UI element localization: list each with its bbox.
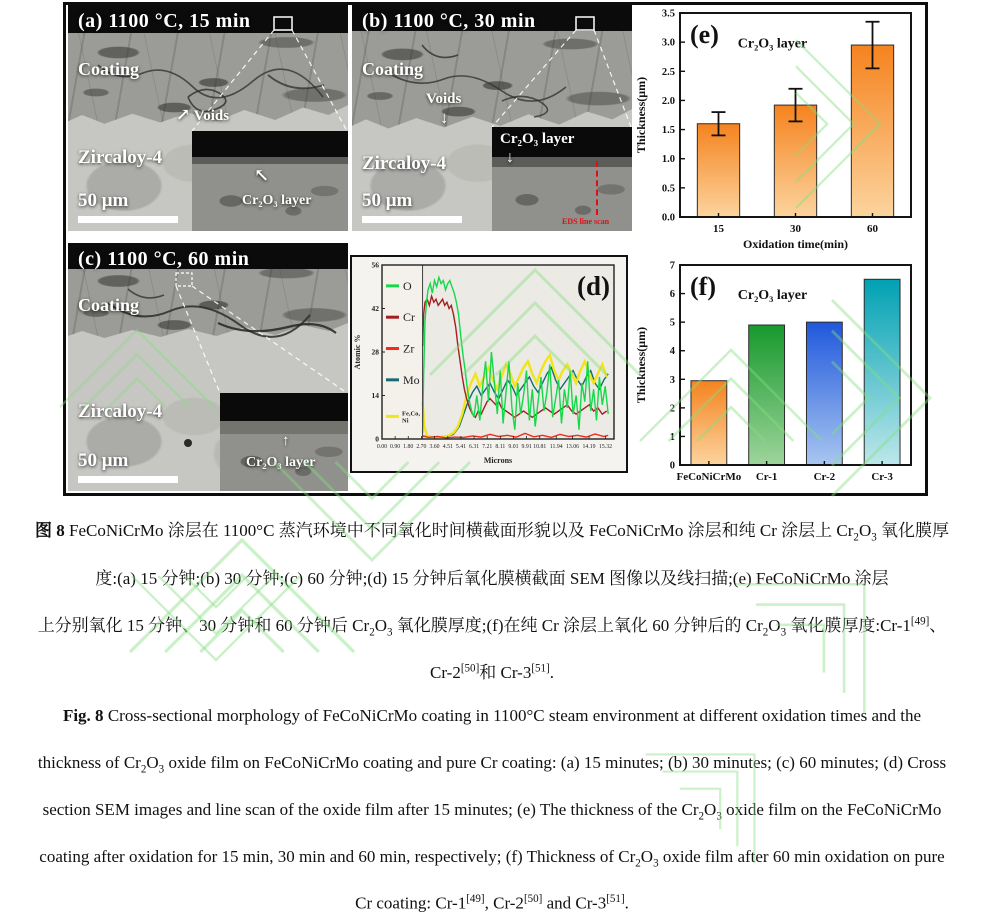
eds-line-scan-line: [596, 161, 598, 215]
svg-text:1.0: 1.0: [661, 154, 675, 166]
svg-text:6.31: 6.31: [468, 444, 480, 450]
svg-text:4.51: 4.51: [442, 444, 453, 450]
caption-en-line2: thickness of $Cr_2O_3$ oxide film on FeCoNiCrMo coating and pure Cr coating: (a) 15 minutes; (b) 30 minutes; (c) 60 minutes; (d) Cross: [37, 753, 947, 776]
svg-text:28: 28: [371, 347, 379, 357]
svg-text:FeCoNiCrMo: FeCoNiCrMo: [676, 471, 742, 483]
svg-text:O: O: [403, 278, 412, 293]
inset-label-a: Cr₂O₃ layer: [242, 193, 312, 208]
svg-text:30: 30: [790, 223, 801, 235]
svg-text:0.5: 0.5: [661, 183, 675, 195]
inset-arrow-c: ↑: [282, 433, 290, 449]
caption-zh-line2: 度:(a) 15 分钟;(b) 30 分钟;(c) 60 分钟;(d) 15 分钟后氧化膜横截面 SEM 图像以及线扫描;(e) FeCoNiCrMo 涂层: [95, 569, 889, 588]
svg-text:3.60: 3.60: [429, 444, 440, 450]
svg-text:2.0: 2.0: [661, 95, 675, 107]
svg-text:11.94: 11.94: [549, 444, 563, 450]
inset-b: [492, 127, 632, 231]
chart-box-d: [350, 255, 628, 473]
inset-oxide-band-a: [192, 131, 348, 157]
sem-panel-a: [68, 5, 348, 231]
svg-text:(d): (d): [577, 271, 610, 301]
svg-text:14: 14: [371, 391, 379, 400]
svg-text:Microns: Microns: [483, 456, 513, 465]
svg-text:Zr: Zr: [403, 341, 415, 356]
scalebar-line-b: [362, 216, 462, 223]
voids-arrow-icon: ↗: [176, 105, 191, 124]
caption-en-line5: Cr coating: Cr-1[49], Cr-2[50] and Cr-3[51].: [355, 893, 629, 913]
voids-label-b: Voids ↓: [426, 91, 462, 127]
inset-label-c: Cr₂O₃ layer: [246, 455, 316, 470]
svg-text:(e): (e): [690, 20, 719, 49]
panel-title-c: (c) 1100 °C, 60 min: [78, 248, 250, 270]
svg-text:6: 6: [669, 289, 675, 301]
svg-text:0.90: 0.90: [390, 444, 401, 450]
scalebar-line-c: [78, 476, 178, 483]
svg-text:13.06: 13.06: [566, 444, 580, 450]
svg-text:10.81: 10.81: [533, 444, 547, 450]
svg-text:1.5: 1.5: [661, 125, 675, 137]
inset-arrow-a: ↖: [254, 165, 270, 185]
svg-text:60: 60: [867, 223, 878, 235]
sem-panel-b: [352, 5, 632, 231]
substrate-label-a: Zircaloy-4: [78, 147, 163, 168]
svg-text:3.0: 3.0: [661, 37, 675, 49]
svg-text:9.91: 9.91: [521, 444, 532, 450]
svg-text:14.19: 14.19: [582, 444, 596, 450]
svg-text:5: 5: [669, 317, 675, 329]
svg-text:15: 15: [713, 223, 724, 235]
scalebar-a: 50 μm: [78, 190, 178, 223]
chart-box-e: [634, 5, 923, 255]
svg-text:2: 2: [669, 403, 675, 415]
sem-panel-c: [68, 243, 348, 491]
svg-text:Cr₂O₃ layer: Cr₂O₃ layer: [737, 288, 808, 303]
svg-text:Cr-3: Cr-3: [871, 471, 893, 483]
svg-text:42: 42: [371, 304, 379, 313]
substrate-label-b: Zircaloy-4: [362, 153, 447, 174]
svg-text:Cr: Cr: [403, 310, 415, 325]
svg-text:2.5: 2.5: [661, 66, 675, 78]
svg-text:Thickness(μm): Thickness(μm): [634, 76, 648, 154]
chart-box-f: [634, 257, 923, 491]
inset-a: [192, 131, 348, 231]
bar-chart-f: [634, 257, 923, 491]
svg-text:Atomic %: Atomic %: [353, 334, 362, 370]
svg-text:7.21: 7.21: [482, 444, 493, 450]
svg-text:15.32: 15.32: [599, 444, 613, 450]
caption-en-line1: Fig. 8 Cross-sectional morphology of FeCoNiCrMo coating in 1100°C steam environment at different oxidation times and the: [62, 706, 922, 725]
svg-text:Mo: Mo: [403, 372, 420, 387]
svg-text:Oxidation time(min): Oxidation time(min): [743, 237, 848, 251]
svg-text:8.11: 8.11: [495, 444, 506, 450]
svg-text:56: 56: [371, 260, 379, 270]
eds-line-scan-label: EDS line scan: [562, 217, 610, 226]
svg-text:Cr-2: Cr-2: [813, 471, 836, 483]
inset-oxide-band-c: [220, 393, 348, 421]
inset-c: [220, 393, 348, 491]
inset-label-b: Cr₂O₃ layer: [500, 131, 575, 147]
scalebar-c: 50 μm: [78, 450, 178, 483]
bar-chart-e: [634, 5, 923, 255]
scalebar-b: 50 μm: [362, 190, 462, 223]
svg-text:0.0: 0.0: [661, 212, 675, 224]
svg-text:0: 0: [375, 434, 379, 444]
svg-text:7: 7: [669, 260, 675, 272]
caption-zh-line3: 上分别氧化 15 分钟、30 分钟和 60 分钟后 $Cr_2O_3$ 氧化膜厚度;(f)在纯 Cr 涂层上氧化 60 分钟后的 $Cr_2O_3$ 氧化膜厚度:Cr-1[49]、: [37, 615, 947, 639]
svg-text:5.41: 5.41: [455, 444, 467, 450]
caption-zh-line4: Cr-2[50]和 Cr-3[51].: [430, 662, 554, 682]
caption-en-line3: section SEM images and line scan of the oxide film after 15 minutes; (e) The thickness of the $Cr_2O_3$ oxide film on the FeCoNiCrMo: [42, 800, 942, 823]
voids-label-a: ↗ Voids: [176, 105, 230, 124]
scalebar-line-a: [78, 216, 178, 223]
svg-text:0: 0: [669, 460, 675, 472]
svg-text:Ni: Ni: [402, 417, 409, 425]
substrate-label-c: Zircaloy-4: [78, 401, 163, 422]
svg-text:0.00: 0.00: [376, 444, 388, 450]
svg-text:3.5: 3.5: [661, 8, 675, 20]
caption-zh-line1: 图 8 FeCoNiCrMo 涂层在 1100°C 蒸汽环境中不同氧化时间横截面形貌以及 FeCoNiCrMo 涂层和纯 Cr 涂层上 $Cr_2O_3$ 氧化膜厚: [34, 521, 949, 544]
voids-arrow-icon: ↓: [440, 108, 449, 127]
caption-en-line4: coating after oxidation for 15 min, 30 min and 60 min, respectively; (f) Thickness of $Cr_2O_3$ oxide film after 60 min oxidation on pure: [39, 847, 945, 870]
inset-gray-layer-a: [192, 157, 348, 164]
panel-title-a: (a) 1100 °C, 15 min: [78, 10, 251, 32]
svg-text:9.01: 9.01: [508, 444, 519, 450]
svg-text:(f): (f): [690, 272, 716, 301]
composite-figure: [63, 2, 928, 496]
coating-label-b: Coating: [362, 59, 424, 79]
line-chart-d: [352, 257, 622, 467]
svg-text:1: 1: [669, 431, 675, 443]
svg-text:Thickness(μm): Thickness(μm): [634, 326, 648, 404]
inset-arrow-b: ↓: [506, 149, 514, 166]
svg-text:3: 3: [669, 374, 675, 386]
svg-text:1.80: 1.80: [403, 444, 414, 450]
svg-text:4: 4: [669, 346, 675, 358]
svg-text:2.70: 2.70: [416, 444, 427, 450]
panel-title-b: (b) 1100 °C, 30 min: [362, 10, 536, 32]
coating-label-c: Coating: [78, 295, 140, 315]
coating-label-a: Coating: [78, 59, 140, 79]
svg-text:Cr₂O₃ layer: Cr₂O₃ layer: [737, 36, 808, 52]
svg-text:Fe,Co,: Fe,Co,: [402, 410, 421, 418]
svg-text:Cr-1: Cr-1: [755, 471, 778, 483]
